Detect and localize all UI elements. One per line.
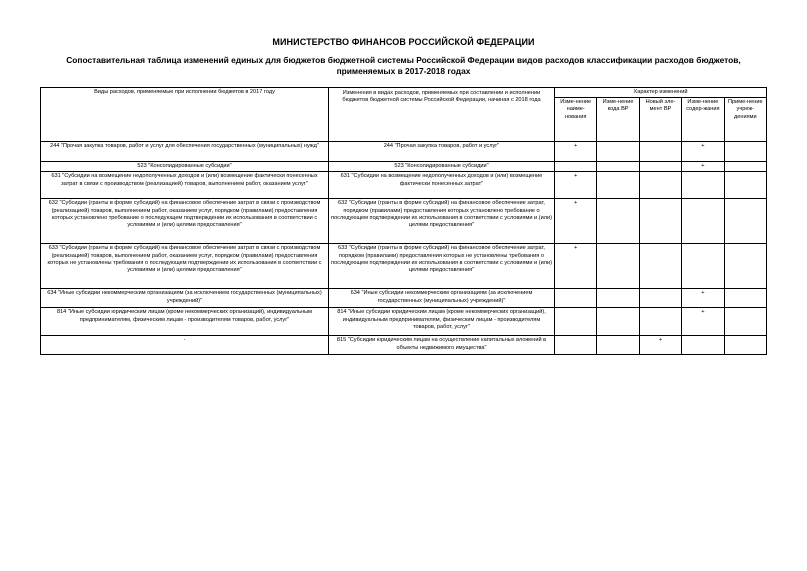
mark-cell <box>597 162 639 172</box>
row-new-code: 815 "Субсидии юридическим лицам на осуществление капитальных вложений в объекты недвижимого имущества" <box>329 336 555 355</box>
row-new-code: 244 "Прочая закупка товаров, работ и услуг" <box>329 142 555 162</box>
row-new-code: 523 "Консолидированные субсидии" <box>329 162 555 172</box>
row-old-code: 634 "Иные субсидии некоммерческим организациям (за исключением государственных (муниципальных) учреждений)" <box>41 289 329 308</box>
mark-cell <box>639 244 681 289</box>
mark-cell <box>682 336 724 355</box>
subheader-new-element: Новый эле-мент ВР <box>639 98 681 142</box>
mark-cell <box>639 308 681 336</box>
table-row <box>41 162 767 172</box>
subheader-rename: Изме-нение наиме-нования <box>555 98 597 142</box>
document-title: Сопоставительная таблица изменений единых для бюджетов бюджетной системы Российской Федерации видов расходов классификации расходов бюджетов, применяемых в 2017-2018 годах <box>66 55 741 76</box>
row-old-code: 244 "Прочая закупка товаров, работ и услуг для обеспечения государственных (муниципальных) нужд" <box>41 142 329 162</box>
subheader-code-change: Изме-нение кода ВР <box>597 98 639 142</box>
row-new-code: 631 "Субсидии на возмещение недополученных доходов и (или) возмещение фактически понесенных затрат" <box>329 172 555 199</box>
row-old-code: 632 "Субсидии (гранты в форме субсидий) на финансовое обеспечение затрат в связи с производством (реализацией) товаров, выполнением работ, оказанием услуг, порядком (правилами) предоставления которых установлено требование о последующем подтверждении их использования в соответствии с условиями и (или) целями предоставления" <box>41 199 329 244</box>
mark-cell <box>639 199 681 244</box>
mark-cell <box>639 142 681 162</box>
table-row <box>41 142 767 162</box>
row-old-code: 633 "Субсидии (гранты в форме субсидий) на финансовое обеспечение затрат в связи с производством (реализацией) товаров, выполнением работ, оказанием услуг, порядком (правилами) предоставления которых не установлены требования о последующем подтверждении их использования в соответствии с условиями и (или) целями предоставления" <box>41 244 329 289</box>
mark-cell <box>724 308 766 336</box>
mark-cell <box>682 172 724 199</box>
mark-cell <box>724 289 766 308</box>
header-change-type: Характер изменений <box>555 88 767 98</box>
mark-cell <box>639 172 681 199</box>
row-old-code: 814 "Иные субсидии юридическим лицам (кроме некоммерческих организаций), индивидуальным предпринимателям, физическим лицам - производителям товаров, работ, услуг" <box>41 308 329 336</box>
mark-cell <box>724 162 766 172</box>
header-col-2018: Изменения в видах расходов, применяемых при составлении и исполнении бюджетов бюджетной системы Российской Федерации, начиная с 2018 года <box>329 88 555 142</box>
mark-cell: + <box>682 142 724 162</box>
table-row <box>41 336 767 355</box>
mark-cell <box>639 289 681 308</box>
mark-cell <box>682 244 724 289</box>
subheader-content-change: Изме-нение содер-жания <box>682 98 724 142</box>
row-old-code: - <box>41 336 329 355</box>
header-col-2017: Виды расходов, применяемые при исполнении бюджетов в 2017 году <box>41 88 329 142</box>
row-old-code: 523 "Консолидированные субсидии" <box>41 162 329 172</box>
mark-cell: + <box>682 162 724 172</box>
mark-cell <box>639 162 681 172</box>
subheader-institution-use: Приме-нение учреж-дениями <box>724 98 766 142</box>
table-row <box>41 244 767 289</box>
mark-cell <box>597 289 639 308</box>
mark-cell <box>682 199 724 244</box>
mark-cell <box>555 336 597 355</box>
mark-cell <box>724 244 766 289</box>
mark-cell <box>724 199 766 244</box>
ministry-heading: МИНИСТЕРСТВО ФИНАНСОВ РОССИЙСКОЙ ФЕДЕРАЦИИ <box>272 37 535 47</box>
mark-cell: + <box>682 308 724 336</box>
mark-cell: + <box>555 199 597 244</box>
row-new-code: 814 "Иные субсидии юридическим лицам (кроме некоммерческих организаций), индивидуальным предпринимателям, физическим лицам - производителям товаров, работ, услуг" <box>329 308 555 336</box>
mark-cell <box>724 336 766 355</box>
table-row <box>41 289 767 308</box>
mark-cell <box>597 142 639 162</box>
mark-cell <box>597 336 639 355</box>
mark-cell: + <box>555 142 597 162</box>
row-old-code: 631 "Субсидии на возмещение недополученных доходов и (или) возмещение фактически понесенных затрат в связи с производством (реализацией) товаров, выполнением работ, оказанием услуг" <box>41 172 329 199</box>
mark-cell <box>555 162 597 172</box>
mark-cell: + <box>682 289 724 308</box>
mark-cell <box>597 172 639 199</box>
mark-cell: + <box>639 336 681 355</box>
table-row <box>41 308 767 336</box>
mark-cell <box>597 244 639 289</box>
mark-cell <box>555 308 597 336</box>
header-row <box>41 88 767 98</box>
mark-cell: + <box>555 172 597 199</box>
mark-cell <box>597 199 639 244</box>
table-row <box>41 172 767 199</box>
mark-cell <box>597 308 639 336</box>
table-row <box>41 199 767 244</box>
row-new-code: 634 "Иные субсидии некоммерческим организациям (за исключением государственных (муниципальных) учреждений)" <box>329 289 555 308</box>
row-new-code: 632 "Субсидии (гранты в форме субсидий) на финансовое обеспечение затрат, порядком (правилами) предоставления которых установлено требование о последующем подтверждении их использования в соответствии с условиями и (или) целями предоставления" <box>329 199 555 244</box>
mark-cell: + <box>555 244 597 289</box>
mark-cell <box>724 172 766 199</box>
mark-cell <box>555 289 597 308</box>
mark-cell <box>724 142 766 162</box>
comparison-table <box>40 87 767 355</box>
row-new-code: 633 "Субсидии (гранты в форме субсидий) на финансовое обеспечение затрат, порядком (правилами) предоставления которых не установлены требования о последующем подтверждении их использования в соответствии с условиями и (или) целями предоставления" <box>329 244 555 289</box>
